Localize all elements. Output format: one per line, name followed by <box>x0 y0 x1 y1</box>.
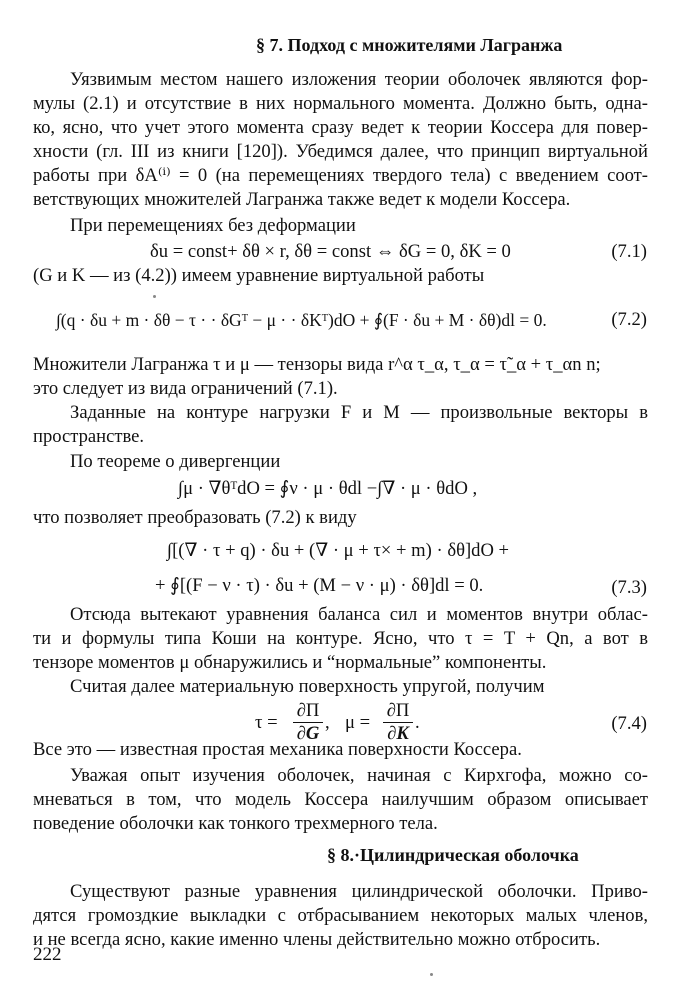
text-line: хности (гл. III из книги [120]). Убедимся далее, что принцип виртуальной <box>33 141 648 162</box>
text-line: дятся громоздкие выкладки с отбрасыванием некоторых малых членов, <box>33 905 648 926</box>
text-line: это следует из вида ограничений (7.1). <box>33 378 338 399</box>
text-line: и не всегда ясно, какие именно члены действительно можно отбросить. <box>33 929 601 950</box>
numerator: ∂Π <box>386 700 410 721</box>
text-line: тензоре моментов μ обнаружились и “нормальные” компоненты. <box>33 652 547 673</box>
mu-lhs: μ = <box>345 712 371 733</box>
text-line: Множители Лагранжа τ и μ — тензоры вида r^α τ_α, τ_α = τ̃_α + τ_αn n; <box>33 354 601 375</box>
equation-7-3-line-1: ∫[(∇ · τ + q) · δu + (∇ · μ + τ× + m) · δθ]dO + <box>167 540 510 561</box>
text-line: ко, ясно, что учет этого момента сразу ведет к теории Коссера для повер- <box>33 117 648 138</box>
text-line: (G и K — из (4.2)) имеем уравнение виртуальной работы <box>33 265 485 286</box>
text-line: ветствующих множителей Лагранжа также ведет к модели Коссера. <box>33 189 571 210</box>
text-line: Уважая опыт изучения оболочек, начиная с Кирхгофа, можно со- <box>70 765 648 786</box>
text-line: ти и формулы типа Коши на контуре. Ясно, что τ = T + Qn, а вот в <box>33 628 648 649</box>
text-line: мулы (2.1) и отсутствие в них нормального момента. Должно быть, одна- <box>33 93 648 114</box>
text-line: Все это — известная простая механика поверхности Коссера. <box>33 739 522 760</box>
text-line: Заданные на контуре нагрузки F и M — произвольные векторы в <box>70 402 648 423</box>
denominator: ∂K <box>387 723 409 744</box>
text-line: мневаться в том, что модель Коссера наилучшим образом описывает <box>33 789 648 810</box>
equation-7-1: δu = const+ δθ × r, δθ = const ⇔ δG = 0, δK = 0 <box>150 241 511 262</box>
scan-speck <box>153 295 156 298</box>
page-number: 222 <box>33 944 62 965</box>
equation-number: (7.4) <box>611 713 647 734</box>
equation-number: (7.3) <box>611 577 647 598</box>
text-line: работы при δA⁽ⁱ⁾ = 0 (на перемещениях твердого тела) с введением соот- <box>33 165 648 186</box>
text-line: Уязвимым местом нашего изложения теории оболочек являются фор- <box>70 69 648 90</box>
equation-number: (7.2) <box>611 309 647 330</box>
equation-number: (7.1) <box>611 241 647 262</box>
text-line: Считая далее материальную поверхность упругой, получим <box>70 676 545 697</box>
text-line: При перемещениях без деформации <box>70 215 356 236</box>
equation-7-3-line-2: + ∮[(F − ν · τ) · δu + (M − ν · μ) · δθ]dl = 0. <box>155 575 484 596</box>
equation-divergence: ∫μ · ∇θᵀdO = ∮ν · μ · θdl −∫∇ · μ · θdO , <box>178 478 478 499</box>
period: . <box>415 712 420 733</box>
text-line: что позволяет преобразовать (7.2) к виду <box>33 507 357 528</box>
section-7-heading: § 7. Подход с множителями Лагранжа <box>256 35 563 55</box>
numerator: ∂Π <box>296 700 320 721</box>
tau-lhs: τ = <box>255 712 278 733</box>
scan-speck <box>430 973 433 976</box>
text-line: По теореме о дивергенции <box>70 451 281 472</box>
equation-7-2: ∫(q · δu + m · δθ − τ · · δGᵀ − μ · · δKᵀ)dO + ∮(F · δu + M · δθ)dl = 0. <box>56 310 547 330</box>
text-line: Отсюда вытекают уравнения баланса сил и моментов внутри облас- <box>70 604 648 625</box>
text-line: поведение оболочки как тонкого трехмерного тела. <box>33 813 438 834</box>
text-line: Существуют разные уравнения цилиндрической оболочки. Приво- <box>70 881 648 902</box>
text-line: пространстве. <box>33 426 145 447</box>
denominator: ∂G <box>296 723 320 744</box>
comma: , <box>325 712 330 733</box>
section-8-heading: § 8.·Цилиндрическая оболочка <box>327 845 579 865</box>
